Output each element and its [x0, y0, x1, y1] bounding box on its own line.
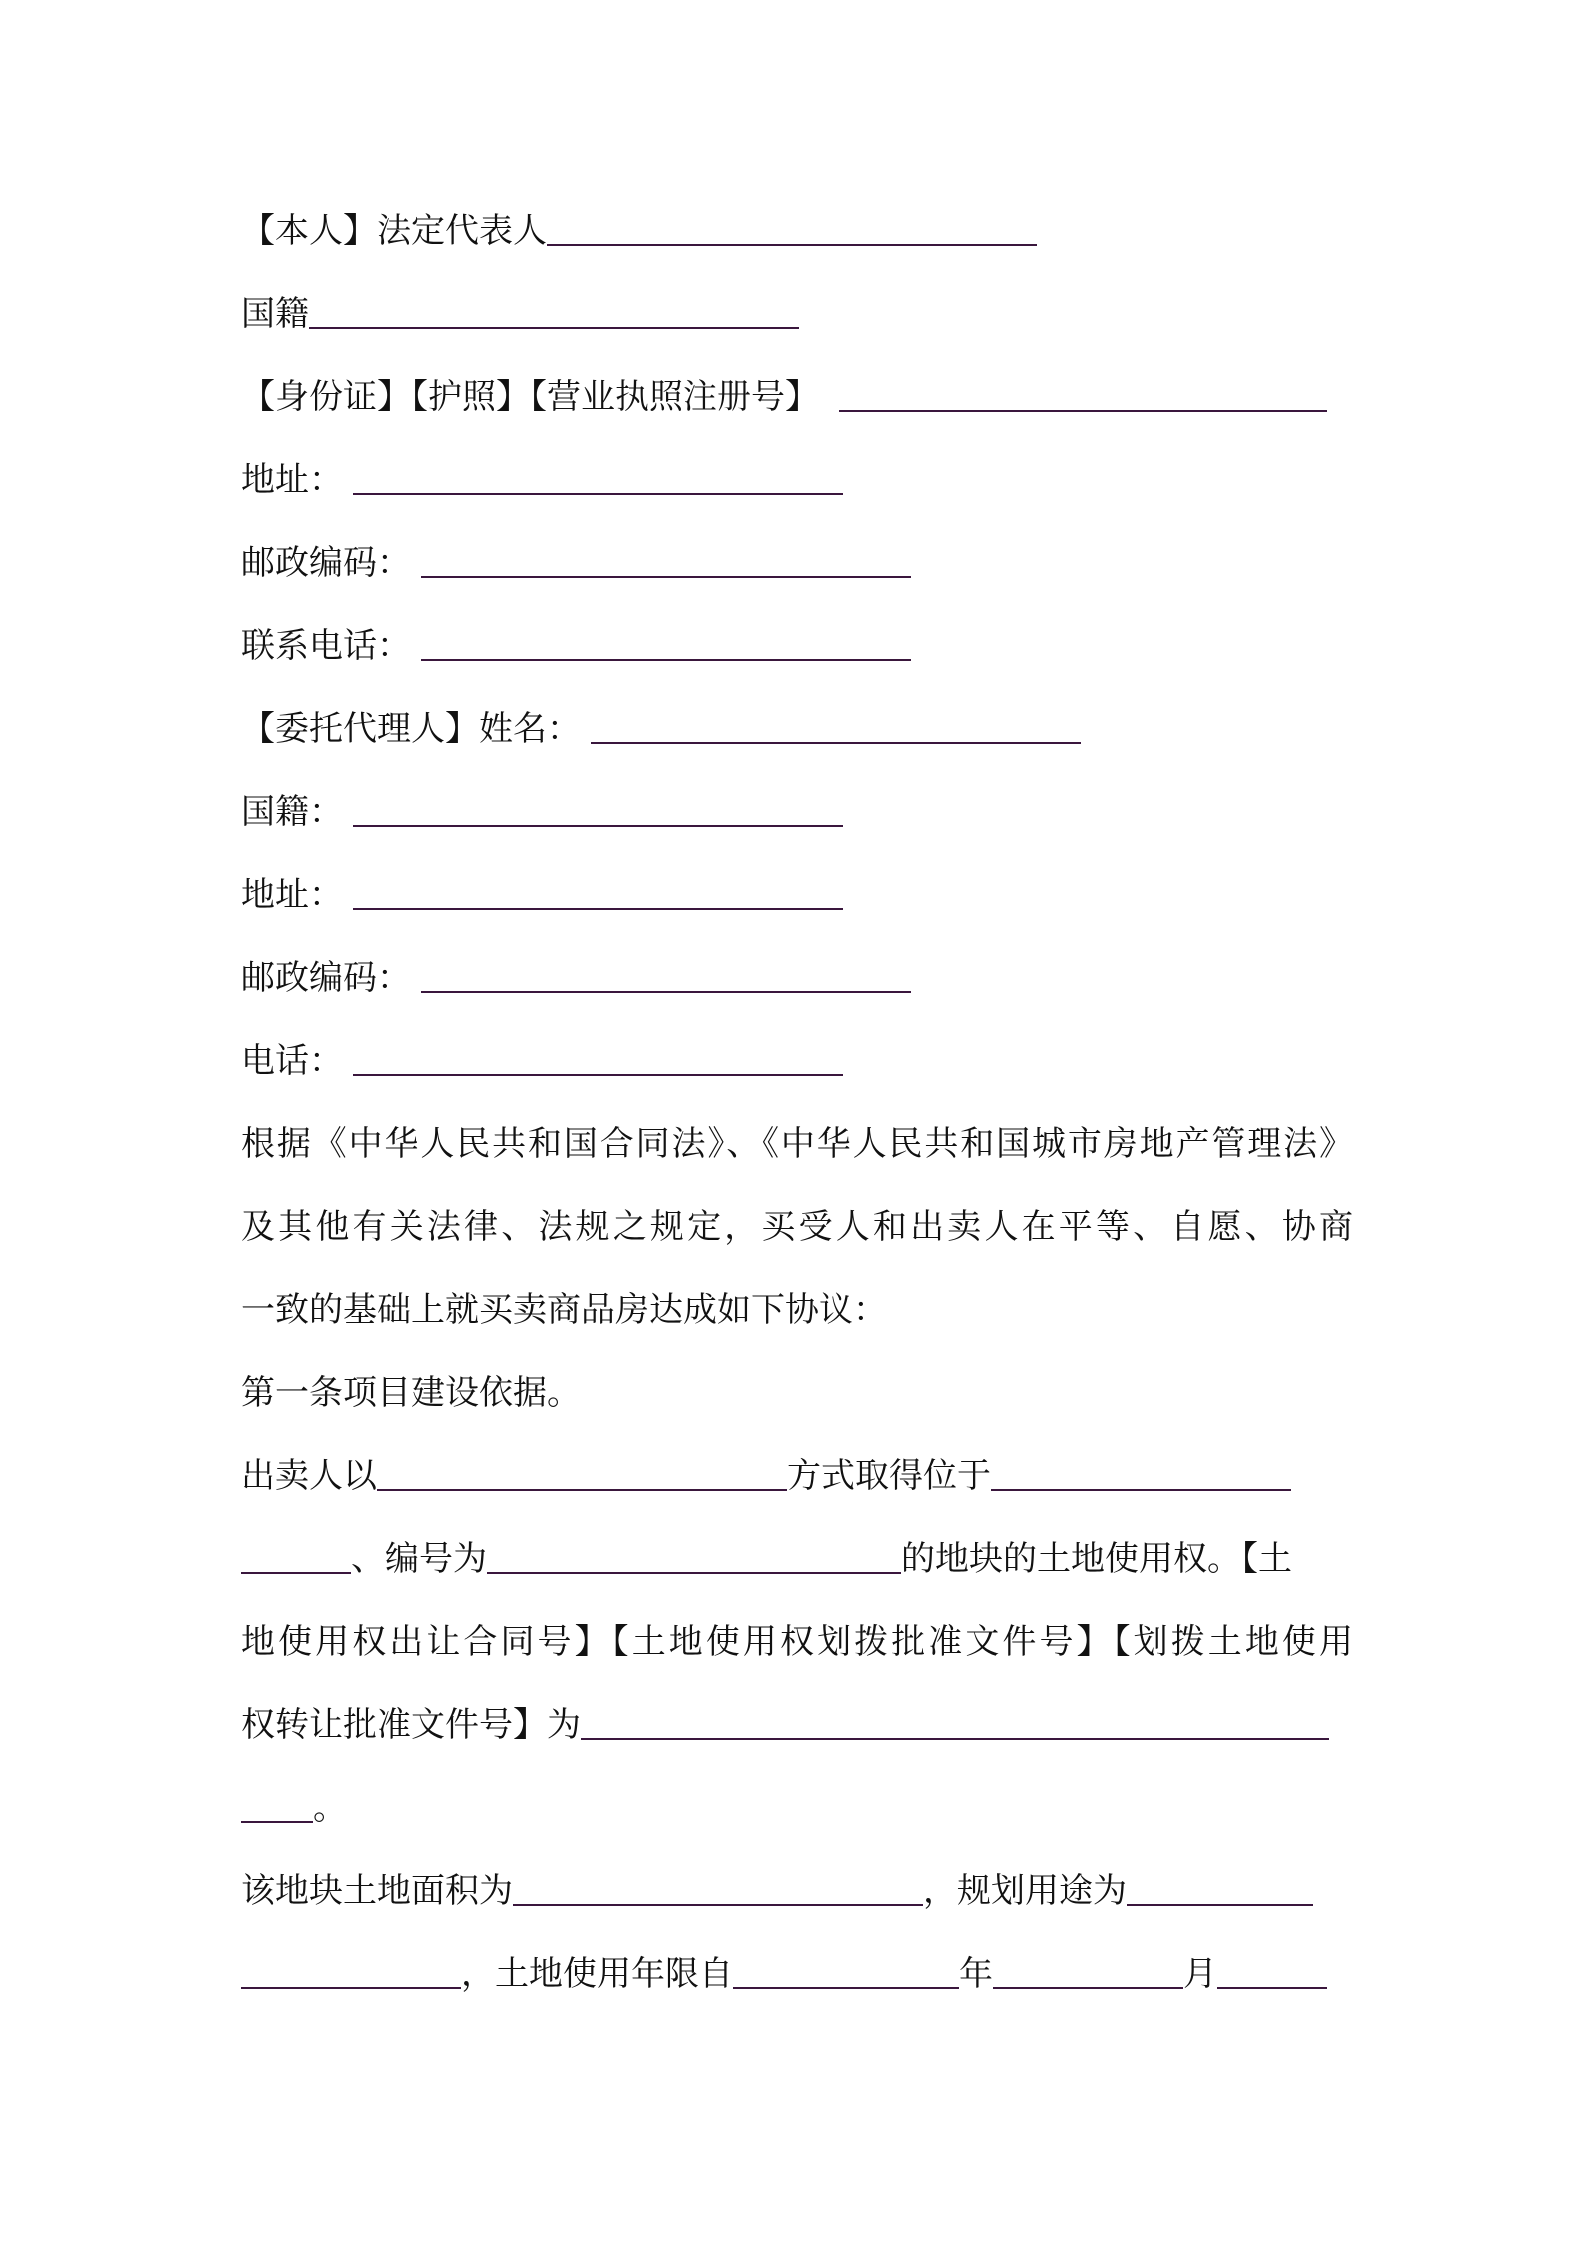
agent-nationality-blank[interactable]: [353, 824, 843, 827]
agent-nationality-label: 国籍：: [241, 792, 343, 832]
land-term-prefix: ，土地使用年限自: [461, 1954, 733, 1994]
preamble-text-3: 一致的基础上就买卖商品房达成如下协议：: [241, 1290, 887, 1330]
acquisition-method-blank[interactable]: [377, 1488, 787, 1491]
address-blank[interactable]: [353, 492, 843, 495]
article-1-line-2: [241, 1525, 1353, 1608]
contact-phone-line: [241, 612, 1353, 695]
agent-phone-label: 电话：: [241, 1041, 343, 1081]
article-1-line-5: [241, 1774, 1353, 1857]
planned-use-prefix: ，规划用途为: [923, 1871, 1127, 1911]
preamble-text-2: 及其他有关法律、法规之规定，买受人和出卖人在平等、自愿、协商: [241, 1207, 1353, 1247]
location-prefix: 方式取得位于: [787, 1456, 991, 1496]
preamble-line-2: [241, 1193, 1353, 1276]
agent-phone-blank[interactable]: [353, 1073, 843, 1076]
approval-number-blank-cont[interactable]: [241, 1820, 313, 1823]
article-1-title-line: [241, 1359, 1353, 1442]
agent-name-label: 【委托代理人】姓名：: [241, 709, 581, 749]
agent-postcode-blank[interactable]: [421, 990, 911, 993]
postcode-blank[interactable]: [421, 575, 911, 578]
contact-phone-blank[interactable]: [421, 658, 911, 661]
address-label: 地址：: [241, 460, 343, 500]
location-blank[interactable]: [991, 1488, 1291, 1491]
contract-number-text: 地使用权出让合同号】【土地使用权划拨批准文件号】【划拨土地使用: [241, 1622, 1353, 1662]
transfer-approval-text: 权转让批准文件号】为: [241, 1705, 581, 1745]
year-label: 年: [959, 1954, 993, 1994]
article-1-line-7: [241, 1940, 1353, 2023]
id-number-line: [241, 363, 1353, 446]
location-blank-cont[interactable]: [241, 1571, 351, 1574]
agent-address-label: 地址：: [241, 875, 343, 915]
article-1-line-6: [241, 1857, 1353, 1940]
postcode-label: 邮政编码：: [241, 543, 411, 583]
month-label: 月: [1183, 1954, 1217, 1994]
agent-address-line: [241, 861, 1353, 944]
parcel-number-prefix: 、编号为: [351, 1539, 487, 1579]
seller-prefix: 出卖人以: [241, 1456, 377, 1496]
term-day-blank[interactable]: [1217, 1986, 1327, 1989]
preamble-line-3: [241, 1276, 1353, 1359]
agent-phone-line: [241, 1027, 1353, 1110]
legal-representative-blank[interactable]: [547, 243, 1037, 246]
agent-nationality-line: [241, 778, 1353, 861]
article-1-line-4: [241, 1691, 1353, 1774]
nationality-line: [241, 280, 1353, 363]
legal-representative-label: 【本人】法定代表人: [241, 211, 547, 251]
agent-name-line: [241, 695, 1353, 778]
agent-postcode-line: [241, 944, 1353, 1027]
preamble-text-1: 根据《中华人民共和国合同法》、《中华人民共和国城市房地产管理法》: [241, 1124, 1353, 1164]
article-1-line-1: [241, 1442, 1353, 1525]
id-number-label: 【身份证】【护照】【营业执照注册号】: [241, 377, 819, 417]
term-month-blank[interactable]: [993, 1986, 1183, 1989]
period-mark: 。: [313, 1788, 347, 1828]
address-line: [241, 446, 1353, 529]
land-area-prefix: 该地块土地面积为: [241, 1871, 513, 1911]
id-number-blank[interactable]: [839, 409, 1327, 412]
parcel-number-blank[interactable]: [487, 1571, 901, 1574]
legal-representative-line: [241, 197, 1353, 280]
preamble-line-1: [241, 1110, 1353, 1193]
postcode-line: [241, 529, 1353, 612]
contact-phone-label: 联系电话：: [241, 626, 411, 666]
land-use-right-text: 的地块的土地使用权。【土: [901, 1539, 1292, 1579]
agent-postcode-label: 邮政编码：: [241, 958, 411, 998]
planned-use-blank-cont[interactable]: [241, 1986, 461, 1989]
planned-use-blank[interactable]: [1127, 1903, 1313, 1906]
nationality-blank[interactable]: [309, 326, 799, 329]
agent-name-blank[interactable]: [591, 741, 1081, 744]
nationality-label: 国籍: [241, 294, 309, 334]
article-1-title: 第一条项目建设依据。: [241, 1373, 581, 1413]
article-1-line-3: [241, 1608, 1353, 1691]
contract-body: [241, 197, 1353, 2023]
term-year-blank[interactable]: [733, 1986, 959, 1989]
land-area-blank[interactable]: [513, 1903, 923, 1906]
agent-address-blank[interactable]: [353, 907, 843, 910]
approval-number-blank[interactable]: [581, 1737, 1329, 1740]
